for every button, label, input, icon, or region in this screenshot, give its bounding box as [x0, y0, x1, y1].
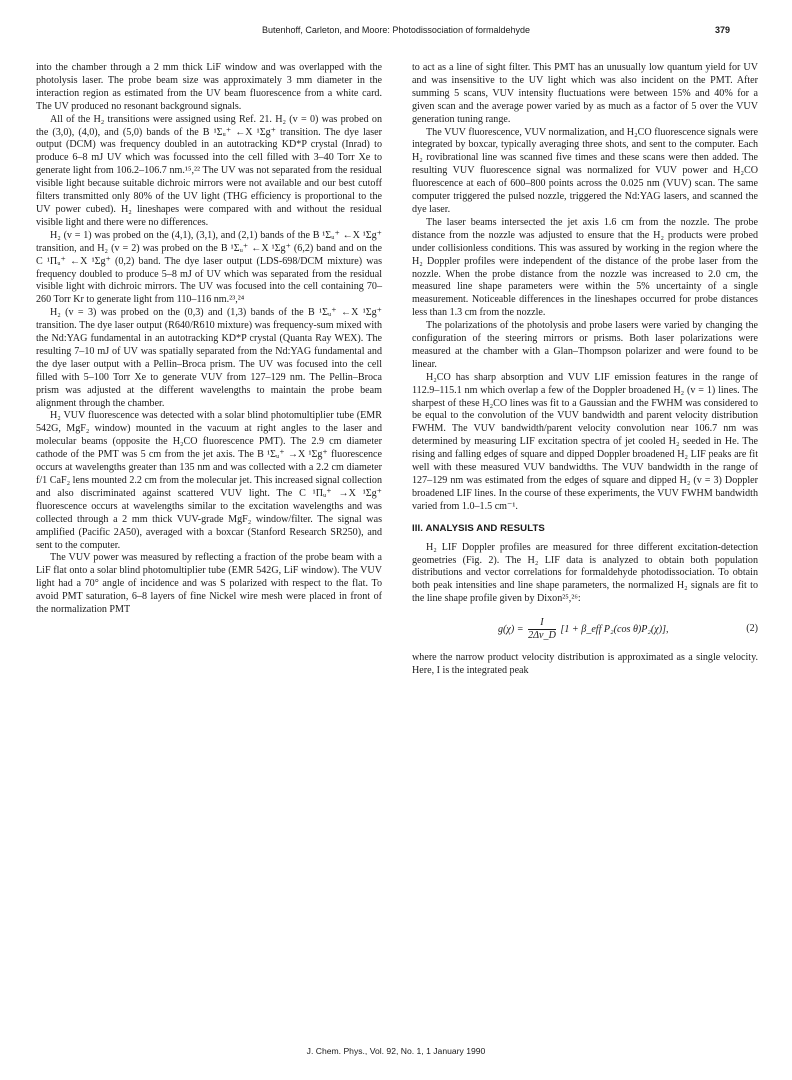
- equation-rhs: [1 + β_eff P₂(cos θ)P₂(χ)],: [560, 623, 669, 635]
- equation-lhs: g(χ) =: [498, 623, 524, 635]
- paragraph: H₂ (v = 1) was probed on the (4,1), (3,1), and (2,1) bands of the B ¹Σᵤ⁺ ←X ¹Σg⁺ transition, and H₂ (v = 2) was probed on the B ¹Σᵤ⁺ ←X ¹Σg⁺ (6,2) band and on the C ¹Πᵤ⁺ ←X ¹Σg⁺ (0,2) band. The dye laser output (LDS-698/DCM mixture) was frequency doubled to produce 5–8 mJ of UV which was separated from the residual visible light with dichroic mirrors. The UV was focused into the cell containing 70–260 Torr Kr to generate light from 110–116 nm.²³,²⁴: [36, 229, 382, 306]
- paragraph: into the chamber through a 2 mm thick LiF window and was overlapped with the photolysis laser. The probe beam size was approximately 3 mm diameter in the interaction region as estimated from the UV beam fluorescence from a white card. The UV produced no resonant background signals.: [36, 62, 382, 112]
- equation-numerator: I: [528, 617, 556, 630]
- paragraph: H₂ (v = 3) was probed on the (0,3) and (1,3) bands of the B ¹Σᵤ⁺ ←X ¹Σg⁺ transition. The dye laser output (R640/R610 mixture) was frequency-sum mixed with the Nd:YAG fundamental in an autotracking KD*P crystal (Quanta Ray WEX). The resulting 7–10 mJ of UV was spatially separated from the Nd:YAG fundamental and the dye laser output with a Pellin–Broca prism. The UV was focused into the cell filled with 5–100 Torr Xe to generate VUV from 127–129 nm. The Pellin–Broca prism was adjusted at the different wavelengths to maintain the probe beam alignment through the chamber.: [36, 307, 382, 409]
- running-title: Butenhoff, Carleton, and Moore: Photodissociation of formaldehyde: [261, 25, 530, 35]
- equation-2: [412, 614, 758, 644]
- paragraph: The polarizations of the photolysis and probe lasers were varied by changing the configuration of the steering mirrors or prisms. Both laser polarizations were measured at the chamber with a Glan–Thompson polarizer and were found to be linear.: [412, 320, 758, 370]
- paragraph: H₂CO has sharp absorption and VUV LIF emission features in the range of 112.9–115.1 nm which overlap a few of the Doppler broadened H₂ (v = 1) lines. The sharpest of these H₂CO lines was fit to a Gaussian and the FWHM was considered to be equal to the convolution of the VUV bandwidth and parent velocity distribution FWHM. The VUV bandwidth/parent velocity convolution near 106.7 nm was determined by measuring LIF excitation spectra of jet cooled H₂ seeded in He. The rising and falling edges of square and dipped Doppler broadened H₂ LIF peaks are fit well with these measured VUV bandwidths. The VUV bandwidth in the range of 127–129 nm was estimated from the edges of square and dipped H₂ (v = 3) Doppler broadened LIF lines. In the course of these experiments, the VUV FWHM bandwidth varied from 1.0–1.5 cm⁻¹.: [412, 371, 758, 512]
- paragraph: H₂ VUV fluorescence was detected with a solar blind photomultiplier tube (EMR 542G, MgF₂ window) mounted in the vacuum at right angles to the laser and molecular beams (opposite the H₂CO fluorescence PMT). The 2.9 cm diameter cathode of the PMT was 5 cm from the jet axis. The B ¹Σᵤ⁺ →X ¹Σg⁺ fluorescence occurs at wavelengths greater than 135 nm and was collected with a 2.2 cm diameter f/1 CaF₂ lens mounted 2.2 cm from the molecular jet. This increased signal collection and also discriminated against scattered VUV light. The C ¹Πᵤ⁺ →X ¹Σg⁺ fluorescence occurs at wavelengths similar to the excitation wavelengths and was collected through a 2 mm thick VUV-grade MgF₂ window/filter. The signal was amplified (Pacific 2A50), averaged with a boxcar (Stanford Research SR250), and sent to the computer.: [36, 410, 382, 551]
- paragraph: where the narrow product velocity distribution is approximated as a single velocity. Here, I is the integrated peak: [412, 652, 758, 677]
- running-header: [0, 25, 792, 39]
- equation-number: (2): [746, 622, 758, 634]
- equation-fraction: [528, 617, 556, 642]
- right-column: [412, 62, 758, 678]
- section-heading: III. ANALYSIS AND RESULTS: [412, 522, 545, 534]
- equation-denominator: 2Δv_D: [528, 629, 556, 641]
- paragraph: to act as a line of sight filter. This PMT has an unusually low quantum yield for UV and was insensitive to the UV light which was also incident on the PMT. After summing 5 scans, VUV intensity fluctuations were between 15% and 40% for a given scan and the average power varied by as much as a factor of 5 over the VUV generation tuning range.: [412, 62, 758, 125]
- paragraph: All of the H₂ transitions were assigned using Ref. 21. H₂ (v = 0) was probed on the (3,0), (4,0), and (5,0) bands of the B ¹Σᵤ⁺ ←X ¹Σg⁺ transition. The dye laser output (DCM) was frequency doubled in an autotracking KD*P crystal (Inrad) to produce 6–8 mJ UV which was focussed into the cell filled with 3–40 Torr Xe to generate light from 106.2–106.7 nm.¹⁵,²² The UV was not separated from the residual visible light because suitable dichroic mirrors were not available and our best cutoff filters transmitted only 80% of the UV light (THG efficiency is proportional to the UV power cubed). H₂ lineshapes were compared with and without the residual visible light and there were no differences.: [36, 113, 382, 228]
- left-column: [36, 62, 382, 617]
- paragraph: The VUV power was measured by reflecting a fraction of the probe beam with a LiF flat onto a solar blind photomultiplier tube (EMR 542G, LiF window). The VUV light had a 70° angle of incidence and was S polarized with respect to the flat. To avoid PMT saturation, 6–8 layers of fine Nickel wire mesh were placed in front of the normalization PMT: [36, 552, 382, 616]
- paragraph: The VUV fluorescence, VUV normalization, and H₂CO fluorescence signals were integrated by boxcar, typically averaging three shots, and sent to the computer. Each H₂ rovibrational line was scanned five times and these scans were then added. The resulting VUV fluorescence signal was normalized for VUV power and H₂CO fluorescence at each of 600–800 points across the 0.025 nm (VUV) scan. The same computer triggered the pulsed nozzle, triggered the Nd:YAG lasers, and scanned the dye laser.: [412, 126, 758, 215]
- equation-body: [498, 617, 669, 642]
- paragraph: The laser beams intersected the jet axis 1.6 cm from the nozzle. The probe distance from the nozzle was adjusted to ensure that the H₂ products were probed under collisionless conditions. This was assured by working in the region where the H₂ Doppler profiles were independent of the distance of the probe laser from the nozzle. When the probe distance from the nozzle was increased to 2.0 cm, the measured line shape parameters were within the 5% uncertainty of a single measurement. Noticeable differences in the lineshapes occurred for probe distances less than 1.3 cm from the nozzle.: [412, 216, 758, 319]
- journal-citation: J. Chem. Phys., Vol. 92, No. 1, 1 January 1990: [306, 1046, 486, 1056]
- paragraph: H₂ LIF Doppler profiles are measured for three different excitation-detection geometries (Fig. 2). The H₂ LIF data is analyzed to obtain both population distributions and vector correlations for formaldehyde photodissociation. To obtain both peak intensities and line shape parameters, the normalized H₂ signals are fit to the line shape profile given by Dixon²⁵,²⁶:: [412, 541, 758, 605]
- page-number: 379: [714, 25, 730, 35]
